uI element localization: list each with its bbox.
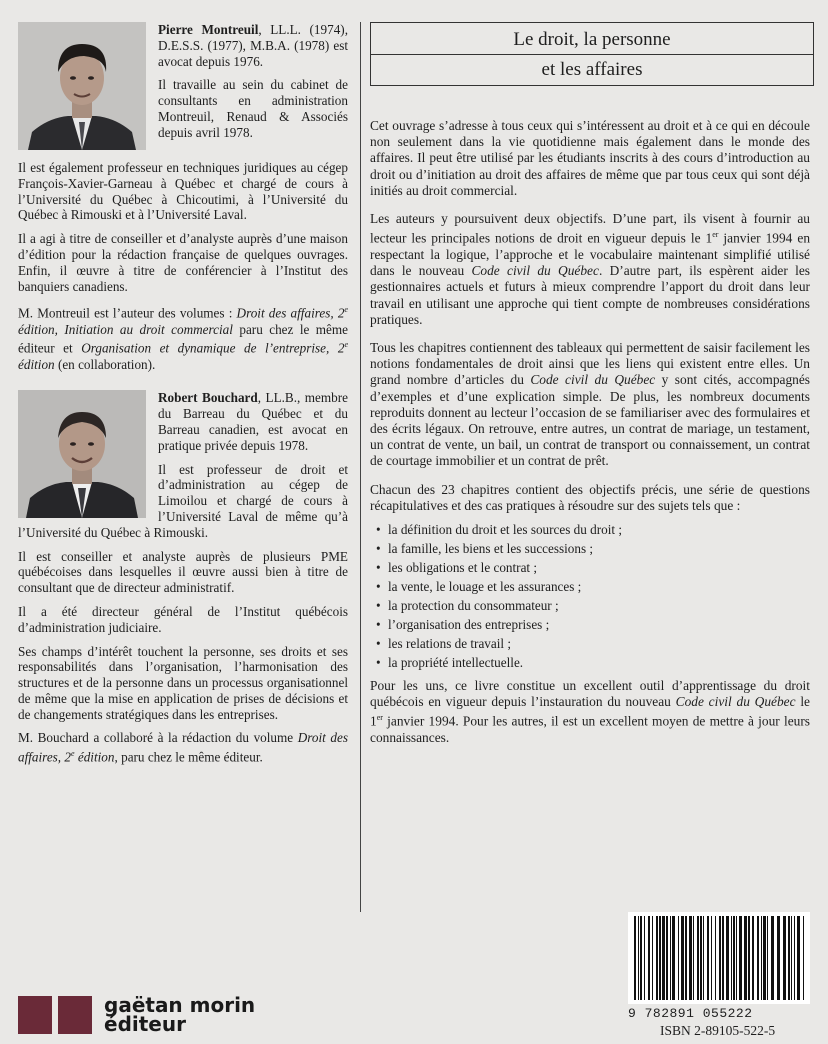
author-name-bouchard: Robert Bouchard <box>158 390 258 406</box>
book-title-line-2: et les affaires <box>541 59 643 80</box>
author1-paragraph-4: M. Montreuil est l’auteur des volumes : Droit des affaires, 2e édition, Initiation au droit commercial paru chez le même éditeur et Organisation et dynamique de l’entreprise, 2e édition (en collaboration). <box>18 305 349 372</box>
left-column <box>18 22 348 765</box>
description-paragraph-3: Tous les chapitres contiennent des tableaux qui permettent de saisir facilement les notions fondamentales de droit ainsi que les liens qui existent entre elles. Un grand nombre d’articles du Code civil du Québec y sont cités, accompagnés d’exemples et d’une explication simple. De plus, les nombreux documents reproduits donnent au lecteur l’occasion de se familiariser avec des formulaires et des écrits légaux. On retrouve, entre autres, un contrat de mariage, un testament, un contrat de vente, un bail, un contrat de transport ou connaissement, un contrat de courtage immobilier et un contrat de prêt. <box>370 339 811 469</box>
author2-paragraph-5: M. Bouchard a collaboré à la rédaction du volume Droit des affaires, 2e édition, paru chez le même éditeur. <box>18 730 348 765</box>
list-item: • la définition du droit et les sources du droit ; <box>376 521 623 537</box>
portrait-image <box>18 390 146 518</box>
list-item: • la famille, les biens et les successions ; <box>376 540 594 556</box>
author-credentials-bouchard: , LL.B., membre du Barreau du Québec et du Barreau canadien, est avocat en pratique privée depuis 1978. <box>158 390 348 453</box>
logo-square-icon <box>58 996 92 1034</box>
author2-paragraph-1: Il est professeur de droit et d’administration au cégep de Limoilou et chargé de cours à l’Université Laval de même qu’à l’Université du Québec à Rimouski. <box>18 461 348 540</box>
logo-square-icon <box>18 996 52 1034</box>
portrait-image <box>18 22 146 150</box>
right-column <box>370 22 814 746</box>
description-paragraph-1: Cet ouvrage s’adresse à tous ceux qui s’intéressent au droit et à ce qui en découle non seulement dans la vie quotidienne mais également dans le monde des affaires. Il peut être utilisé par les étudiants inscrits à des cours d’introduction au droit ou d’initiation au droit des affaires de même que par tous ceux qui sont déjà initiés au droit commercial. <box>370 118 810 198</box>
author-name-montreuil: Pierre Montreuil <box>158 22 259 37</box>
book-description <box>370 118 810 746</box>
barcode-bars <box>628 912 810 1004</box>
author-pierre-montreuil <box>18 22 348 152</box>
barcode-block <box>620 912 810 1039</box>
list-item: • la vente, le louage et les assurances ; <box>376 578 582 594</box>
column-divider <box>360 22 361 912</box>
author-robert-bouchard <box>18 390 348 540</box>
author1-paragraph-3: Il a agi à titre de conseiller et d’analyste auprès d’une maison d’édition pour la rédaction française de quelques ouvrages. Enfin, il œuvre à titre de conférencier à l’Institut des banquiers canadiens. <box>18 231 348 294</box>
list-item: • la propriété intellectuelle. <box>376 654 524 670</box>
description-paragraph-5: Pour les uns, ce livre constitue un excellent outil d’apprentissage du droit québécois en vigueur depuis l’instauration du nouveau Code civil du Québec le 1er janvier 1994. Pour les autres, il est un excellent moyen de mettre à jour leurs connaissances. <box>370 677 811 746</box>
author-photo-bouchard <box>18 390 146 518</box>
topics-list <box>370 520 810 672</box>
isbn-number: ISBN 2-89105-522-5 <box>660 1023 776 1038</box>
publisher-logo <box>18 993 256 1036</box>
title-divider <box>371 54 813 55</box>
author2-paragraph-3: Il a été directeur général de l’Institut québécois d’administration judiciaire. <box>18 603 348 635</box>
book-title-box <box>370 22 814 86</box>
barcode-icon <box>628 912 810 1004</box>
author2-paragraph-4: Ses champs d’intérêt touchent la personne, ses droits et ses responsabilités dans l’organisation, l’harmonisation des structures et de la personne dans un processus organisationnel de même que la mise en application de prises de décisions et de changements stratégiques dans les entreprises. <box>18 643 348 722</box>
publisher-name: gaëtan morin éditeur <box>104 993 256 1036</box>
description-paragraph-2: Les auteurs y poursuivent deux objectifs. D’une part, ils visent à fournir au lecteur les principales notions de droit en vigueur depuis le 1er janvier 1994 en respectant la logique, l’approche et le vocabulaire maintenant simplifié utilisé dans le nouveau Code civil du Québec. D’autre part, ils espèrent aider les gestionnaires actuels et futurs à mieux comprendre l’apport du droit dans leur travail en utilisant une approche qui tient compte de nombreuses considérations pratiques. <box>370 211 811 327</box>
book-title-line-1: Le droit, la personne <box>513 29 671 50</box>
list-item: • la protection du consommateur ; <box>376 597 559 613</box>
ean-number: 9 782891 055222 <box>628 1006 753 1021</box>
list-item: • les relations de travail ; <box>376 635 512 651</box>
author2-paragraph-2: Il est conseiller et analyste auprès de plusieurs PME québécoises dans lesquelles il œuvre aussi bien à titre de consultant que de directeur administratif. <box>18 548 348 596</box>
list-item: • les obligations et le contrat ; <box>376 559 538 575</box>
author1-paragraph-1: Il travaille au sein du cabinet de consultants en administration Montreuil, Renaud & Associés depuis avril 1978. <box>158 77 348 140</box>
list-item: • l’organisation des entreprises ; <box>376 616 550 632</box>
author-credentials-montreuil: , LL.L. (1974), D.E.S.S. (1977), M.B.A. (1978) est avocat depuis 1976. <box>158 22 348 69</box>
description-paragraph-4: Chacun des 23 chapitres contient des objectifs précis, une série de questions récapitulatives et des cas pratiques à résoudre sur des sujets tels que : <box>370 481 810 513</box>
author1-paragraph-2: Il est également professeur en techniques juridiques au cégep François-Xavier-Garneau à Québec et chargé de cours à l’Université du Québec à Chicoutimi, à l’Université du Québec à Rimouski et à l’Université Laval. <box>18 160 348 223</box>
author-photo-montreuil <box>18 22 146 150</box>
